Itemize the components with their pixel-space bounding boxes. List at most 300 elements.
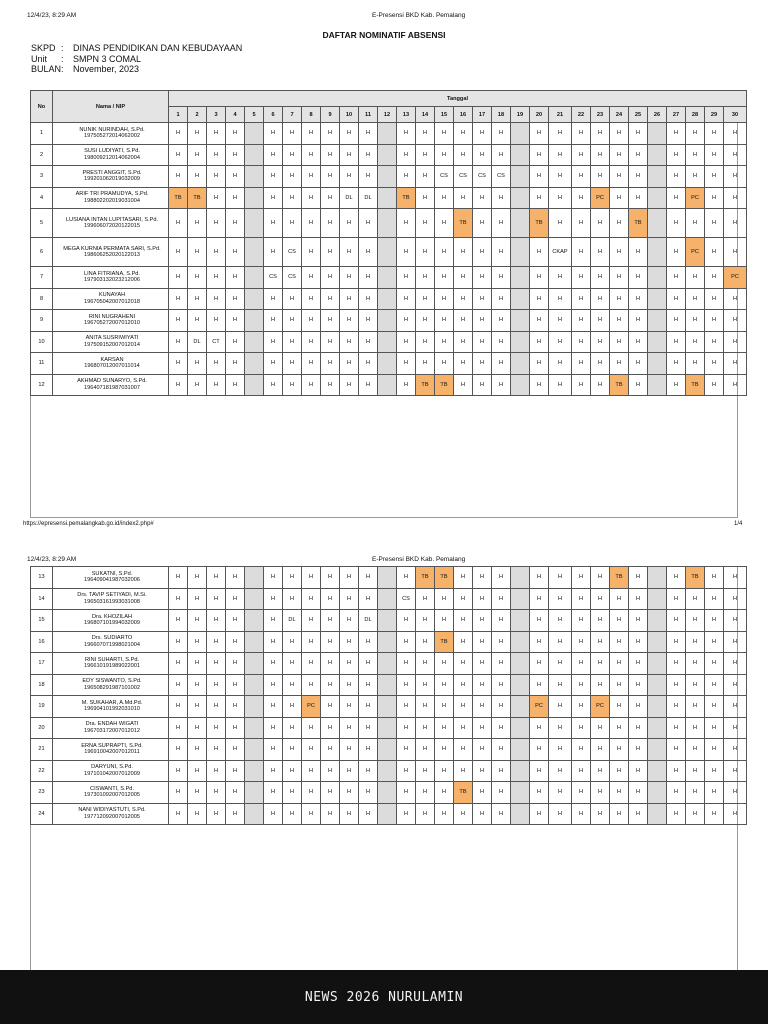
site-title: E-Presensi BKD Kab. Pemalang (372, 12, 466, 19)
row-number: 4 (31, 187, 53, 209)
attendance-cell-day-15: H (435, 238, 454, 267)
attendance-cell-day-29: H (705, 567, 724, 589)
attendance-cell-day-18: H (492, 760, 511, 782)
attendance-cell-day-12 (378, 374, 397, 396)
meta-colon: : (61, 64, 64, 74)
attendance-cell-day-23: H (591, 123, 610, 145)
employee-name: NUNIK NURINDAH, S.Pd. (79, 126, 145, 133)
attendance-cell-day-3: H (207, 739, 226, 761)
attendance-cell-day-9: H (321, 631, 340, 653)
row-number: 15 (31, 610, 53, 632)
attendance-cell-day-3: H (207, 696, 226, 718)
table-row (31, 610, 747, 632)
row-number: 5 (31, 209, 53, 238)
day-header-10: 10 (340, 107, 359, 123)
site-title: E-Presensi BKD Kab. Pemalang (372, 556, 466, 563)
attendance-cell-day-9: H (321, 374, 340, 396)
attendance-cell-day-14: H (416, 267, 435, 289)
attendance-cell-day-25: H (629, 144, 648, 166)
attendance-cell-day-21: H (549, 187, 572, 209)
attendance-cell-day-24: H (610, 588, 629, 610)
attendance-cell-day-19 (511, 674, 530, 696)
attendance-cell-day-11: H (359, 331, 378, 353)
attendance-cell-day-19 (511, 238, 530, 267)
attendance-cell-day-18: CS (492, 166, 511, 188)
attendance-cell-day-28: H (686, 739, 705, 761)
attendance-cell-day-27: H (667, 696, 686, 718)
attendance-cell-day-28: H (686, 331, 705, 353)
attendance-cell-day-29: H (705, 374, 724, 396)
day-header-2: 2 (188, 107, 207, 123)
table-row (31, 353, 747, 375)
column-header-name: Nama / NIP (53, 91, 169, 123)
attendance-cell-day-19 (511, 717, 530, 739)
employee-nip: 196508291987101002 (84, 684, 140, 691)
attendance-cell-day-22: H (572, 631, 591, 653)
attendance-cell-day-2: H (188, 209, 207, 238)
meta-value: November, 2023 (73, 64, 140, 74)
attendance-cell-day-21: H (549, 717, 572, 739)
attendance-cell-day-25: H (629, 696, 648, 718)
attendance-cell-day-8: H (302, 610, 321, 632)
attendance-cell-day-21: H (549, 631, 572, 653)
attendance-cell-day-21: H (549, 782, 572, 804)
attendance-cell-day-27: H (667, 653, 686, 675)
attendance-cell-day-27: H (667, 144, 686, 166)
day-header-11: 11 (359, 107, 378, 123)
attendance-cell-day-25: H (629, 187, 648, 209)
attendance-cell-day-21: H (549, 739, 572, 761)
attendance-cell-day-17: H (473, 123, 492, 145)
attendance-cell-day-3: H (207, 187, 226, 209)
attendance-cell-day-14: H (416, 610, 435, 632)
attendance-cell-day-11: H (359, 353, 378, 375)
attendance-cell-day-9: H (321, 288, 340, 310)
employee-nip: 196705042007012018 (84, 298, 140, 305)
attendance-cell-day-10: DL (340, 187, 359, 209)
attendance-cell-day-15: H (435, 739, 454, 761)
attendance-cell-day-4: H (226, 166, 245, 188)
attendance-cell-day-11: H (359, 567, 378, 589)
table-row (31, 631, 747, 653)
attendance-cell-day-22: H (572, 353, 591, 375)
attendance-cell-day-9: H (321, 717, 340, 739)
attendance-cell-day-11: H (359, 166, 378, 188)
attendance-cell-day-17: H (473, 353, 492, 375)
document-meta (31, 43, 242, 75)
attendance-cell-day-26 (648, 653, 667, 675)
attendance-cell-day-4: H (226, 144, 245, 166)
attendance-cell-day-25: H (629, 353, 648, 375)
attendance-cell-day-15: H (435, 310, 454, 332)
attendance-cell-day-1: H (169, 674, 188, 696)
attendance-cell-day-8: H (302, 288, 321, 310)
attendance-cell-day-14: H (416, 782, 435, 804)
attendance-cell-day-30: H (724, 310, 747, 332)
attendance-cell-day-20: TB (530, 209, 549, 238)
attendance-cell-day-11: H (359, 267, 378, 289)
attendance-cell-day-18: H (492, 610, 511, 632)
attendance-cell-day-28: H (686, 310, 705, 332)
attendance-cell-day-27: H (667, 288, 686, 310)
attendance-cell-day-8: H (302, 209, 321, 238)
employee-nip: 197505272014062002 (84, 133, 140, 140)
attendance-cell-day-5 (245, 653, 264, 675)
attendance-cell-day-29: H (705, 166, 724, 188)
employee-name: Dra. ENDAH WIGATI (85, 721, 139, 728)
attendance-cell-day-30: H (724, 782, 747, 804)
attendance-cell-day-6: H (264, 166, 283, 188)
attendance-cell-day-10: H (340, 782, 359, 804)
attendance-cell-day-9: H (321, 782, 340, 804)
attendance-cell-day-22: H (572, 567, 591, 589)
attendance-cell-day-22: H (572, 187, 591, 209)
employee-name: ERNA SUPRAPTI, S.Pd. (81, 742, 143, 749)
attendance-cell-day-27: H (667, 674, 686, 696)
attendance-cell-day-14: H (416, 166, 435, 188)
attendance-cell-day-6: H (264, 760, 283, 782)
attendance-cell-day-13: H (397, 374, 416, 396)
attendance-cell-day-24: H (610, 803, 629, 825)
attendance-cell-day-12 (378, 209, 397, 238)
attendance-cell-day-10: H (340, 760, 359, 782)
attendance-cell-day-17: H (473, 310, 492, 332)
attendance-cell-day-6: H (264, 209, 283, 238)
attendance-cell-day-12 (378, 288, 397, 310)
row-number: 3 (31, 166, 53, 188)
attendance-cell-day-22: H (572, 588, 591, 610)
attendance-cell-day-20: H (530, 674, 549, 696)
attendance-cell-day-7: H (283, 353, 302, 375)
attendance-cell-day-7: H (283, 374, 302, 396)
attendance-cell-day-17: H (473, 696, 492, 718)
attendance-cell-day-12 (378, 588, 397, 610)
attendance-cell-day-8: H (302, 123, 321, 145)
attendance-cell-day-20: H (530, 187, 549, 209)
employee-name: SUSI LUDIYATI, S.Pd. (84, 148, 140, 155)
attendance-cell-day-27: H (667, 717, 686, 739)
attendance-cell-day-12 (378, 166, 397, 188)
attendance-cell-day-13: H (397, 610, 416, 632)
attendance-cell-day-1: H (169, 353, 188, 375)
attendance-cell-day-9: H (321, 166, 340, 188)
attendance-cell-day-18: H (492, 803, 511, 825)
attendance-cell-day-1: H (169, 310, 188, 332)
day-header-13: 13 (397, 107, 416, 123)
attendance-cell-day-10: H (340, 331, 359, 353)
attendance-cell-day-1: H (169, 331, 188, 353)
attendance-cell-day-25: H (629, 674, 648, 696)
attendance-cell-day-4: H (226, 739, 245, 761)
attendance-cell-day-30: H (724, 739, 747, 761)
row-number: 11 (31, 353, 53, 375)
attendance-cell-day-6: H (264, 374, 283, 396)
attendance-cell-day-18: H (492, 717, 511, 739)
attendance-cell-day-7: H (283, 166, 302, 188)
day-header-3: 3 (207, 107, 226, 123)
attendance-cell-day-28: PC (686, 187, 705, 209)
employee-cell (53, 653, 169, 675)
attendance-cell-day-15: H (435, 353, 454, 375)
attendance-cell-day-1: H (169, 267, 188, 289)
attendance-cell-day-8: H (302, 144, 321, 166)
print-timestamp: 12/4/23, 8:29 AM (27, 556, 77, 563)
table-row (31, 288, 747, 310)
attendance-cell-day-25: H (629, 310, 648, 332)
attendance-cell-day-16: H (454, 187, 473, 209)
employee-name: EDY SISWANTO, S.Pd. (82, 678, 142, 685)
attendance-cell-day-17: H (473, 267, 492, 289)
attendance-cell-day-10: H (340, 166, 359, 188)
attendance-cell-day-3: H (207, 653, 226, 675)
attendance-cell-day-26 (648, 187, 667, 209)
attendance-cell-day-9: H (321, 267, 340, 289)
attendance-cell-day-7: DL (283, 610, 302, 632)
attendance-cell-day-5 (245, 631, 264, 653)
attendance-cell-day-27: H (667, 374, 686, 396)
attendance-cell-day-4: H (226, 653, 245, 675)
employee-nip: 199606072020122015 (84, 223, 140, 229)
attendance-cell-day-10: H (340, 653, 359, 675)
attendance-cell-day-27: H (667, 238, 686, 267)
attendance-cell-day-11: H (359, 717, 378, 739)
attendance-cell-day-14: TB (416, 374, 435, 396)
attendance-cell-day-22: H (572, 331, 591, 353)
attendance-cell-day-25: H (629, 653, 648, 675)
attendance-cell-day-30: H (724, 567, 747, 589)
meta-row-unit (31, 54, 242, 65)
attendance-cell-day-15: H (435, 610, 454, 632)
attendance-cell-day-2: H (188, 610, 207, 632)
attendance-cell-day-18: H (492, 123, 511, 145)
attendance-cell-day-24: H (610, 144, 629, 166)
attendance-cell-day-20: H (530, 123, 549, 145)
attendance-cell-day-30: H (724, 331, 747, 353)
employee-cell (53, 567, 169, 589)
attendance-cell-day-25: H (629, 238, 648, 267)
employee-name: ARIF TRI PRAMUDYA, S.Pd. (75, 191, 149, 198)
attendance-cell-day-21: H (549, 760, 572, 782)
attendance-cell-day-17: H (473, 187, 492, 209)
row-number: 12 (31, 374, 53, 396)
attendance-cell-day-10: H (340, 353, 359, 375)
attendance-cell-day-7: H (283, 803, 302, 825)
attendance-cell-day-16: H (454, 353, 473, 375)
attendance-cell-day-20: H (530, 267, 549, 289)
attendance-cell-day-26 (648, 209, 667, 238)
attendance-cell-day-5 (245, 588, 264, 610)
attendance-cell-day-2: H (188, 631, 207, 653)
attendance-cell-day-5 (245, 782, 264, 804)
attendance-cell-day-3: H (207, 353, 226, 375)
attendance-cell-day-4: H (226, 696, 245, 718)
attendance-cell-day-17: H (473, 209, 492, 238)
attendance-cell-day-2: H (188, 717, 207, 739)
attendance-cell-day-13: H (397, 123, 416, 145)
attendance-cell-day-2: H (188, 123, 207, 145)
attendance-cell-day-10: H (340, 567, 359, 589)
table-row (31, 144, 747, 166)
employee-name: PRESTI ANGGIT, S.Pd. (82, 169, 142, 176)
attendance-cell-day-1: H (169, 588, 188, 610)
attendance-cell-day-9: H (321, 588, 340, 610)
attendance-cell-day-16: H (454, 803, 473, 825)
attendance-cell-day-8: H (302, 353, 321, 375)
attendance-cell-day-26 (648, 310, 667, 332)
attendance-cell-day-7: CS (283, 267, 302, 289)
attendance-cell-day-9: H (321, 674, 340, 696)
attendance-cell-day-20: H (530, 288, 549, 310)
employee-name: CISWANTI, S.Pd. (90, 785, 134, 792)
attendance-cell-day-22: H (572, 209, 591, 238)
employee-nip: 198802202019031004 (84, 197, 140, 204)
attendance-cell-day-30: H (724, 760, 747, 782)
attendance-cell-day-10: H (340, 588, 359, 610)
attendance-cell-day-28: H (686, 267, 705, 289)
attendance-cell-day-28: H (686, 631, 705, 653)
meta-colon: : (61, 43, 64, 53)
attendance-cell-day-7: H (283, 782, 302, 804)
attendance-cell-day-1: H (169, 631, 188, 653)
table-row (31, 760, 747, 782)
attendance-cell-day-5 (245, 567, 264, 589)
attendance-cell-day-14: H (416, 717, 435, 739)
attendance-cell-day-22: H (572, 653, 591, 675)
day-header-16: 16 (454, 107, 473, 123)
attendance-cell-day-17: H (473, 588, 492, 610)
attendance-cell-day-26 (648, 631, 667, 653)
attendance-cell-day-29: H (705, 803, 724, 825)
attendance-cell-day-18: H (492, 631, 511, 653)
table-row (31, 717, 747, 739)
attendance-cell-day-25: H (629, 588, 648, 610)
attendance-cell-day-27: H (667, 610, 686, 632)
attendance-cell-day-14: H (416, 310, 435, 332)
attendance-cell-day-29: H (705, 588, 724, 610)
attendance-cell-day-30: H (724, 187, 747, 209)
attendance-cell-day-23: H (591, 166, 610, 188)
attendance-cell-day-19 (511, 653, 530, 675)
attendance-cell-day-15: TB (435, 567, 454, 589)
attendance-cell-day-27: H (667, 166, 686, 188)
attendance-cell-day-19 (511, 144, 530, 166)
table-row (31, 166, 747, 188)
attendance-cell-day-6: H (264, 803, 283, 825)
attendance-cell-day-15: H (435, 331, 454, 353)
attendance-cell-day-30: H (724, 144, 747, 166)
attendance-cell-day-9: H (321, 567, 340, 589)
attendance-cell-day-14: H (416, 353, 435, 375)
table-row (31, 310, 747, 332)
attendance-cell-day-30: H (724, 803, 747, 825)
attendance-cell-day-18: H (492, 588, 511, 610)
attendance-cell-day-7: H (283, 567, 302, 589)
attendance-cell-day-30: H (724, 166, 747, 188)
attendance-cell-day-26 (648, 288, 667, 310)
attendance-cell-day-3: H (207, 782, 226, 804)
employee-name: NANI WIDIYASTUTI, S.Pd. (78, 807, 146, 814)
attendance-cell-day-19 (511, 588, 530, 610)
attendance-cell-day-17: H (473, 739, 492, 761)
attendance-cell-day-7: H (283, 209, 302, 238)
attendance-cell-day-12 (378, 674, 397, 696)
attendance-cell-day-6: H (264, 144, 283, 166)
attendance-cell-day-5 (245, 209, 264, 238)
attendance-cell-day-6: H (264, 353, 283, 375)
attendance-cell-day-6: H (264, 238, 283, 267)
attendance-cell-day-11: H (359, 310, 378, 332)
attendance-cell-day-24: H (610, 123, 629, 145)
attendance-cell-day-19 (511, 123, 530, 145)
employee-nip: 197509152007012014 (84, 341, 140, 348)
day-header-8: 8 (302, 107, 321, 123)
attendance-cell-day-24: H (610, 209, 629, 238)
attendance-cell-day-5 (245, 238, 264, 267)
attendance-cell-day-24: TB (610, 567, 629, 589)
attendance-cell-day-25: H (629, 631, 648, 653)
attendance-cell-day-29: H (705, 238, 724, 267)
attendance-cell-day-8: PC (302, 696, 321, 718)
attendance-cell-day-21: H (549, 803, 572, 825)
attendance-cell-day-20: H (530, 631, 549, 653)
attendance-cell-day-15: CS (435, 166, 454, 188)
day-header-28: 28 (686, 107, 705, 123)
attendance-cell-day-28: H (686, 653, 705, 675)
attendance-cell-day-3: H (207, 123, 226, 145)
attendance-cell-day-14: H (416, 238, 435, 267)
attendance-cell-day-11: H (359, 739, 378, 761)
attendance-cell-day-11: H (359, 631, 378, 653)
attendance-cell-day-28: H (686, 588, 705, 610)
attendance-cell-day-16: H (454, 238, 473, 267)
attendance-cell-day-30: H (724, 588, 747, 610)
attendance-cell-day-12 (378, 653, 397, 675)
employee-nip: 196703172007012012 (84, 727, 140, 734)
employee-cell (53, 187, 169, 209)
attendance-cell-day-18: H (492, 288, 511, 310)
attendance-cell-day-9: H (321, 331, 340, 353)
attendance-cell-day-1: H (169, 123, 188, 145)
attendance-cell-day-25: H (629, 717, 648, 739)
attendance-cell-day-1: H (169, 760, 188, 782)
attendance-cell-day-21: H (549, 267, 572, 289)
attendance-cell-day-19 (511, 353, 530, 375)
attendance-cell-day-7: CS (283, 238, 302, 267)
attendance-cell-day-27: H (667, 209, 686, 238)
employee-name: KARSAN (100, 356, 124, 363)
attendance-cell-day-2: TB (188, 187, 207, 209)
attendance-cell-day-4: H (226, 267, 245, 289)
row-number: 21 (31, 739, 53, 761)
attendance-cell-day-16: H (454, 267, 473, 289)
attendance-cell-day-3: H (207, 267, 226, 289)
attendance-cell-day-8: H (302, 674, 321, 696)
attendance-cell-day-3: H (207, 144, 226, 166)
attendance-cell-day-12 (378, 760, 397, 782)
attendance-cell-day-12 (378, 187, 397, 209)
row-number: 20 (31, 717, 53, 739)
attendance-cell-day-7: H (283, 187, 302, 209)
attendance-cell-day-17: H (473, 331, 492, 353)
attendance-cell-day-6: CS (264, 267, 283, 289)
attendance-cell-day-14: H (416, 760, 435, 782)
attendance-cell-day-2: H (188, 696, 207, 718)
attendance-cell-day-8: H (302, 187, 321, 209)
attendance-cell-day-28: TB (686, 567, 705, 589)
meta-key: Unit (31, 53, 48, 64)
attendance-cell-day-14: H (416, 803, 435, 825)
attendance-cell-day-6: H (264, 782, 283, 804)
